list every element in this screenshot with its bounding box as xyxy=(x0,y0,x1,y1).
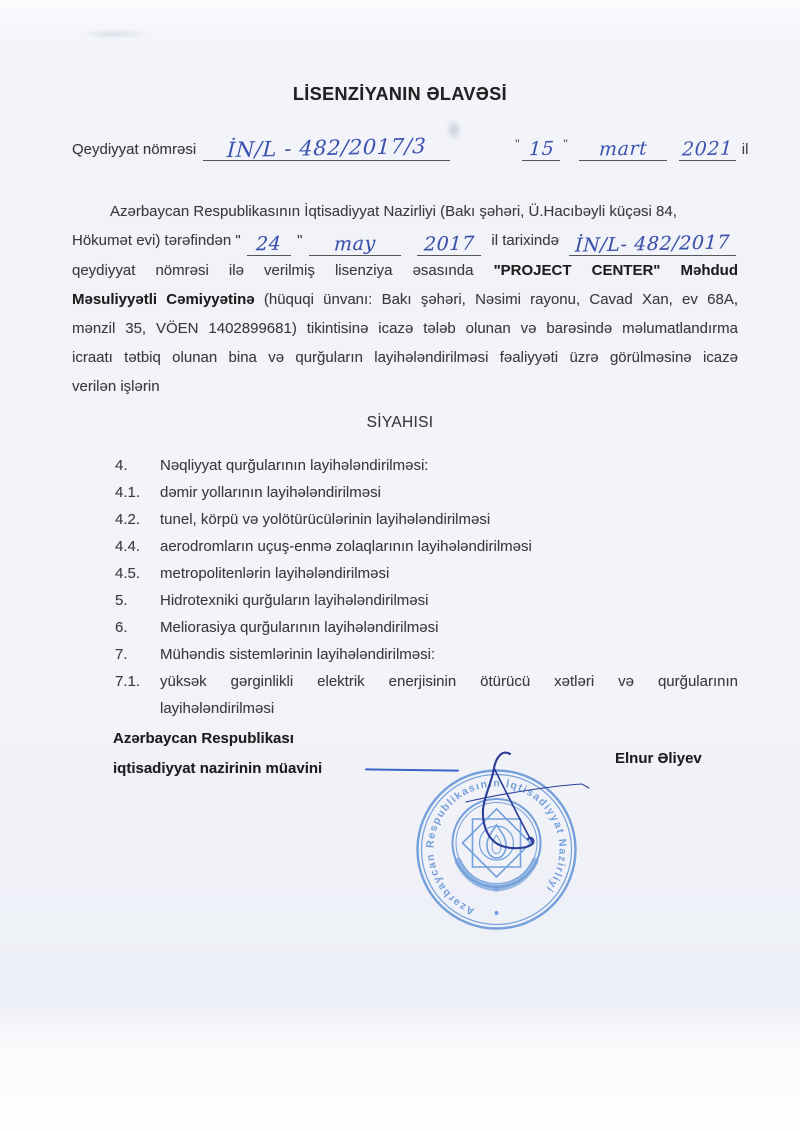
signatory-org xyxy=(113,724,322,784)
signature-stroke-main xyxy=(483,753,534,849)
year-value: 2021 xyxy=(681,137,734,161)
body-text: (hüquqi ünvanı: Bakı şəhəri, Nəsimi rayonu, Cavad Xan, ev 68A, xyxy=(254,291,738,308)
list-item xyxy=(115,533,738,560)
handwritten-value: İN/L- 482/2017 xyxy=(574,231,731,257)
signer-name: Elnur Əliyev xyxy=(615,750,702,767)
signatory-org-line2: iqtisadiyyat nazirinin müavini xyxy=(113,760,323,777)
list-item-text xyxy=(160,668,738,722)
paragraph-line xyxy=(72,226,738,256)
body-text: verilən işlərin xyxy=(72,378,160,395)
year-field xyxy=(679,131,736,161)
year-suffix: il xyxy=(741,141,749,158)
fill-in-field xyxy=(309,229,401,256)
list-item-text: aerodromların uçuş-enmə zolaqlarının layihələndirilməsi xyxy=(160,538,532,555)
body-text: qeydiyyat nömrəsi ilə verilmiş lisenziya əsasında xyxy=(72,262,494,279)
paragraph-line xyxy=(72,343,738,372)
list-item-number: 4. xyxy=(115,457,128,474)
list-item-text: tunel, körpü və yolötürücülərinin layihələndirilməsi xyxy=(160,511,491,528)
list-item xyxy=(115,479,738,506)
list-item xyxy=(115,452,738,479)
scan-smudge xyxy=(80,30,150,38)
handwritten-value: 2017 xyxy=(423,232,476,256)
body-text: il tarixində xyxy=(483,232,568,249)
list-item-number: 5. xyxy=(115,592,128,609)
body-text: " xyxy=(292,232,307,249)
body-text xyxy=(403,226,416,256)
day-field xyxy=(522,131,560,161)
signatory-org-line1: Azərbaycan Respublikası xyxy=(113,730,294,747)
list-item-text: metropolitenlərin layihələndirilməsi xyxy=(160,565,390,582)
main-paragraph xyxy=(72,197,738,401)
bold-text: Məsuliyyətli Cəmiyyətinə xyxy=(72,291,255,308)
paragraph-line xyxy=(72,285,738,314)
list-item-number: 6. xyxy=(115,619,128,636)
month-value: mart xyxy=(597,137,648,161)
quote-open: " xyxy=(515,137,520,151)
wreath-right xyxy=(497,861,536,888)
list-item-text: Mühəndis sistemlərinin layihələndirilməsi: xyxy=(160,646,436,663)
list-item-text: Hidrotexniki qurğuların layihələndirilməsi xyxy=(160,592,429,609)
quote-close: " xyxy=(563,137,568,151)
fill-in-field xyxy=(417,229,481,256)
paragraph-line xyxy=(72,256,738,285)
list-item xyxy=(115,587,738,614)
list-item-number: 4.1. xyxy=(115,484,141,501)
wreath-left xyxy=(458,861,497,888)
registration-number-field xyxy=(203,131,450,161)
paragraph-line xyxy=(72,197,738,226)
handwritten-signature xyxy=(450,740,600,860)
paragraph-line xyxy=(72,372,738,401)
handwritten-value: 24 xyxy=(255,232,283,256)
day-value: 15 xyxy=(528,137,555,161)
list-item xyxy=(115,560,738,587)
list-item-number: 4.4. xyxy=(115,538,141,555)
fill-in-field xyxy=(569,229,736,256)
page-title: LİSENZİYANIN ƏLAVƏSİ xyxy=(292,84,508,104)
paragraph-line xyxy=(72,314,738,343)
list-item-number: 4.5. xyxy=(115,565,141,582)
stamp-ring-text: Azərbaycan Respublikasının İqtisadiyyat Nazirliyi xyxy=(424,777,569,918)
list-item xyxy=(115,506,738,533)
registration-label: Qeydiyyat nömrəsi xyxy=(72,141,197,158)
list-item-number: 7.1. xyxy=(115,673,141,690)
bold-text: "PROJECT CENTER" Məhdud xyxy=(493,262,738,279)
signature-stroke-cross xyxy=(494,768,532,842)
list-item xyxy=(115,641,738,668)
body-text: Hökumət evi) tərəfindən " xyxy=(72,232,245,249)
handwritten-value: may xyxy=(333,232,377,256)
list-item-text: Meliorasiya qurğularının layihələndirilməsi xyxy=(160,619,439,636)
list-item xyxy=(115,614,738,641)
body-text: Azərbaycan Respublikasının İqtisadiyyat Nazirliyi (Bakı şəhəri, Ü.Hacıbəyli küçəsi 84, xyxy=(110,203,677,220)
list-item-text-line1: yüksək gərginlikli elektrik enerjisinin ötürücü xətləri və qurğularının xyxy=(160,673,738,690)
body-text: icraatı tətbiq olunan bina və qurğuların layihələndirilməsi fəaliyyəti üzrə görülməsinə icazə xyxy=(72,349,738,366)
list-item xyxy=(115,668,738,722)
registration-row xyxy=(72,131,752,161)
list-item-text: Nəqliyyat qurğularının layihələndirilməsi: xyxy=(160,457,429,474)
list-item-text: dəmir yollarının layihələndirilməsi xyxy=(160,484,381,501)
list-item-number: 7. xyxy=(115,646,128,663)
list-item-number: 4.2. xyxy=(115,511,141,528)
list-heading: SİYAHISI xyxy=(366,414,434,431)
fill-in-field xyxy=(247,229,291,256)
registration-number-value: İN/L - 482/2017/3 xyxy=(226,133,427,163)
stamp-separator-dot xyxy=(494,911,498,915)
month-field xyxy=(579,131,667,161)
works-list xyxy=(115,452,738,722)
body-text: mənzil 35, VÖEN 1402899681) tikintisinə icazə tələb olunan və barəsində məlumatlandırma xyxy=(72,320,738,337)
list-item-text-line2: layihələndirilməsi xyxy=(160,700,275,717)
